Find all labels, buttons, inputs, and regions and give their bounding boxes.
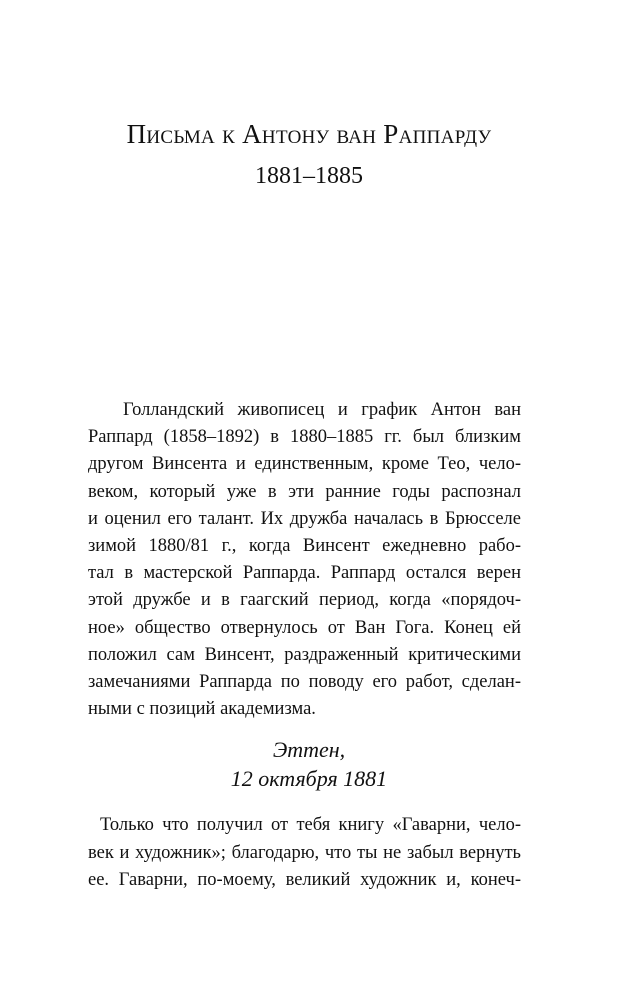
intro-line: ными с позиций академизма. (88, 699, 316, 720)
intro-line: ное» общество отвернулось от Ван Гога. Конец ей (88, 617, 521, 638)
letter-line: ее. Гаварни, по-моему, великий художник и, конеч- (88, 870, 521, 890)
intro-line: этой дружбе и в гаагский период, когда «порядоч- (88, 590, 521, 611)
intro-line: другом Винсента и единственным, кроме Тео, чело- (88, 454, 521, 475)
intro-line: Голландский живописец и график Антон ван (123, 400, 521, 420)
letter-line: Только что получил от тебя книгу «Гаварни, чело- (100, 815, 521, 835)
intro-line: замечаниями Раппарда по поводу его работ, сделан- (88, 672, 521, 693)
letter-body (88, 812, 521, 895)
intro-line: и оценил его талант. Их дружба началась в Брюсселе (88, 508, 521, 529)
intro-line: Раппард (1858–1892) в 1880–1885 гг. был близким (88, 427, 521, 448)
letter-heading (0, 735, 618, 793)
intro-line: веком, который уже в эти ранние годы распознал (88, 481, 521, 502)
chapter-title: Письма к Антону ван Раппарду (126, 119, 492, 149)
chapter-years: 1881–1885 (255, 163, 363, 189)
chapter-title-block (0, 115, 618, 193)
intro-line: зимой 1880/81 г., когда Винсент ежедневно рабо- (88, 536, 521, 557)
intro-line: тал в мастерской Раппарда. Раппард остался верен (88, 563, 521, 584)
letter-date: 12 октября 1881 (230, 766, 388, 791)
letter-line: век и художник»; благодарю, что ты не забыл вернуть (88, 842, 521, 863)
intro-paragraph (88, 397, 521, 723)
intro-line: положил сам Винсент, раздраженный критическими (88, 644, 521, 665)
letter-place: Эттен, (272, 737, 346, 762)
